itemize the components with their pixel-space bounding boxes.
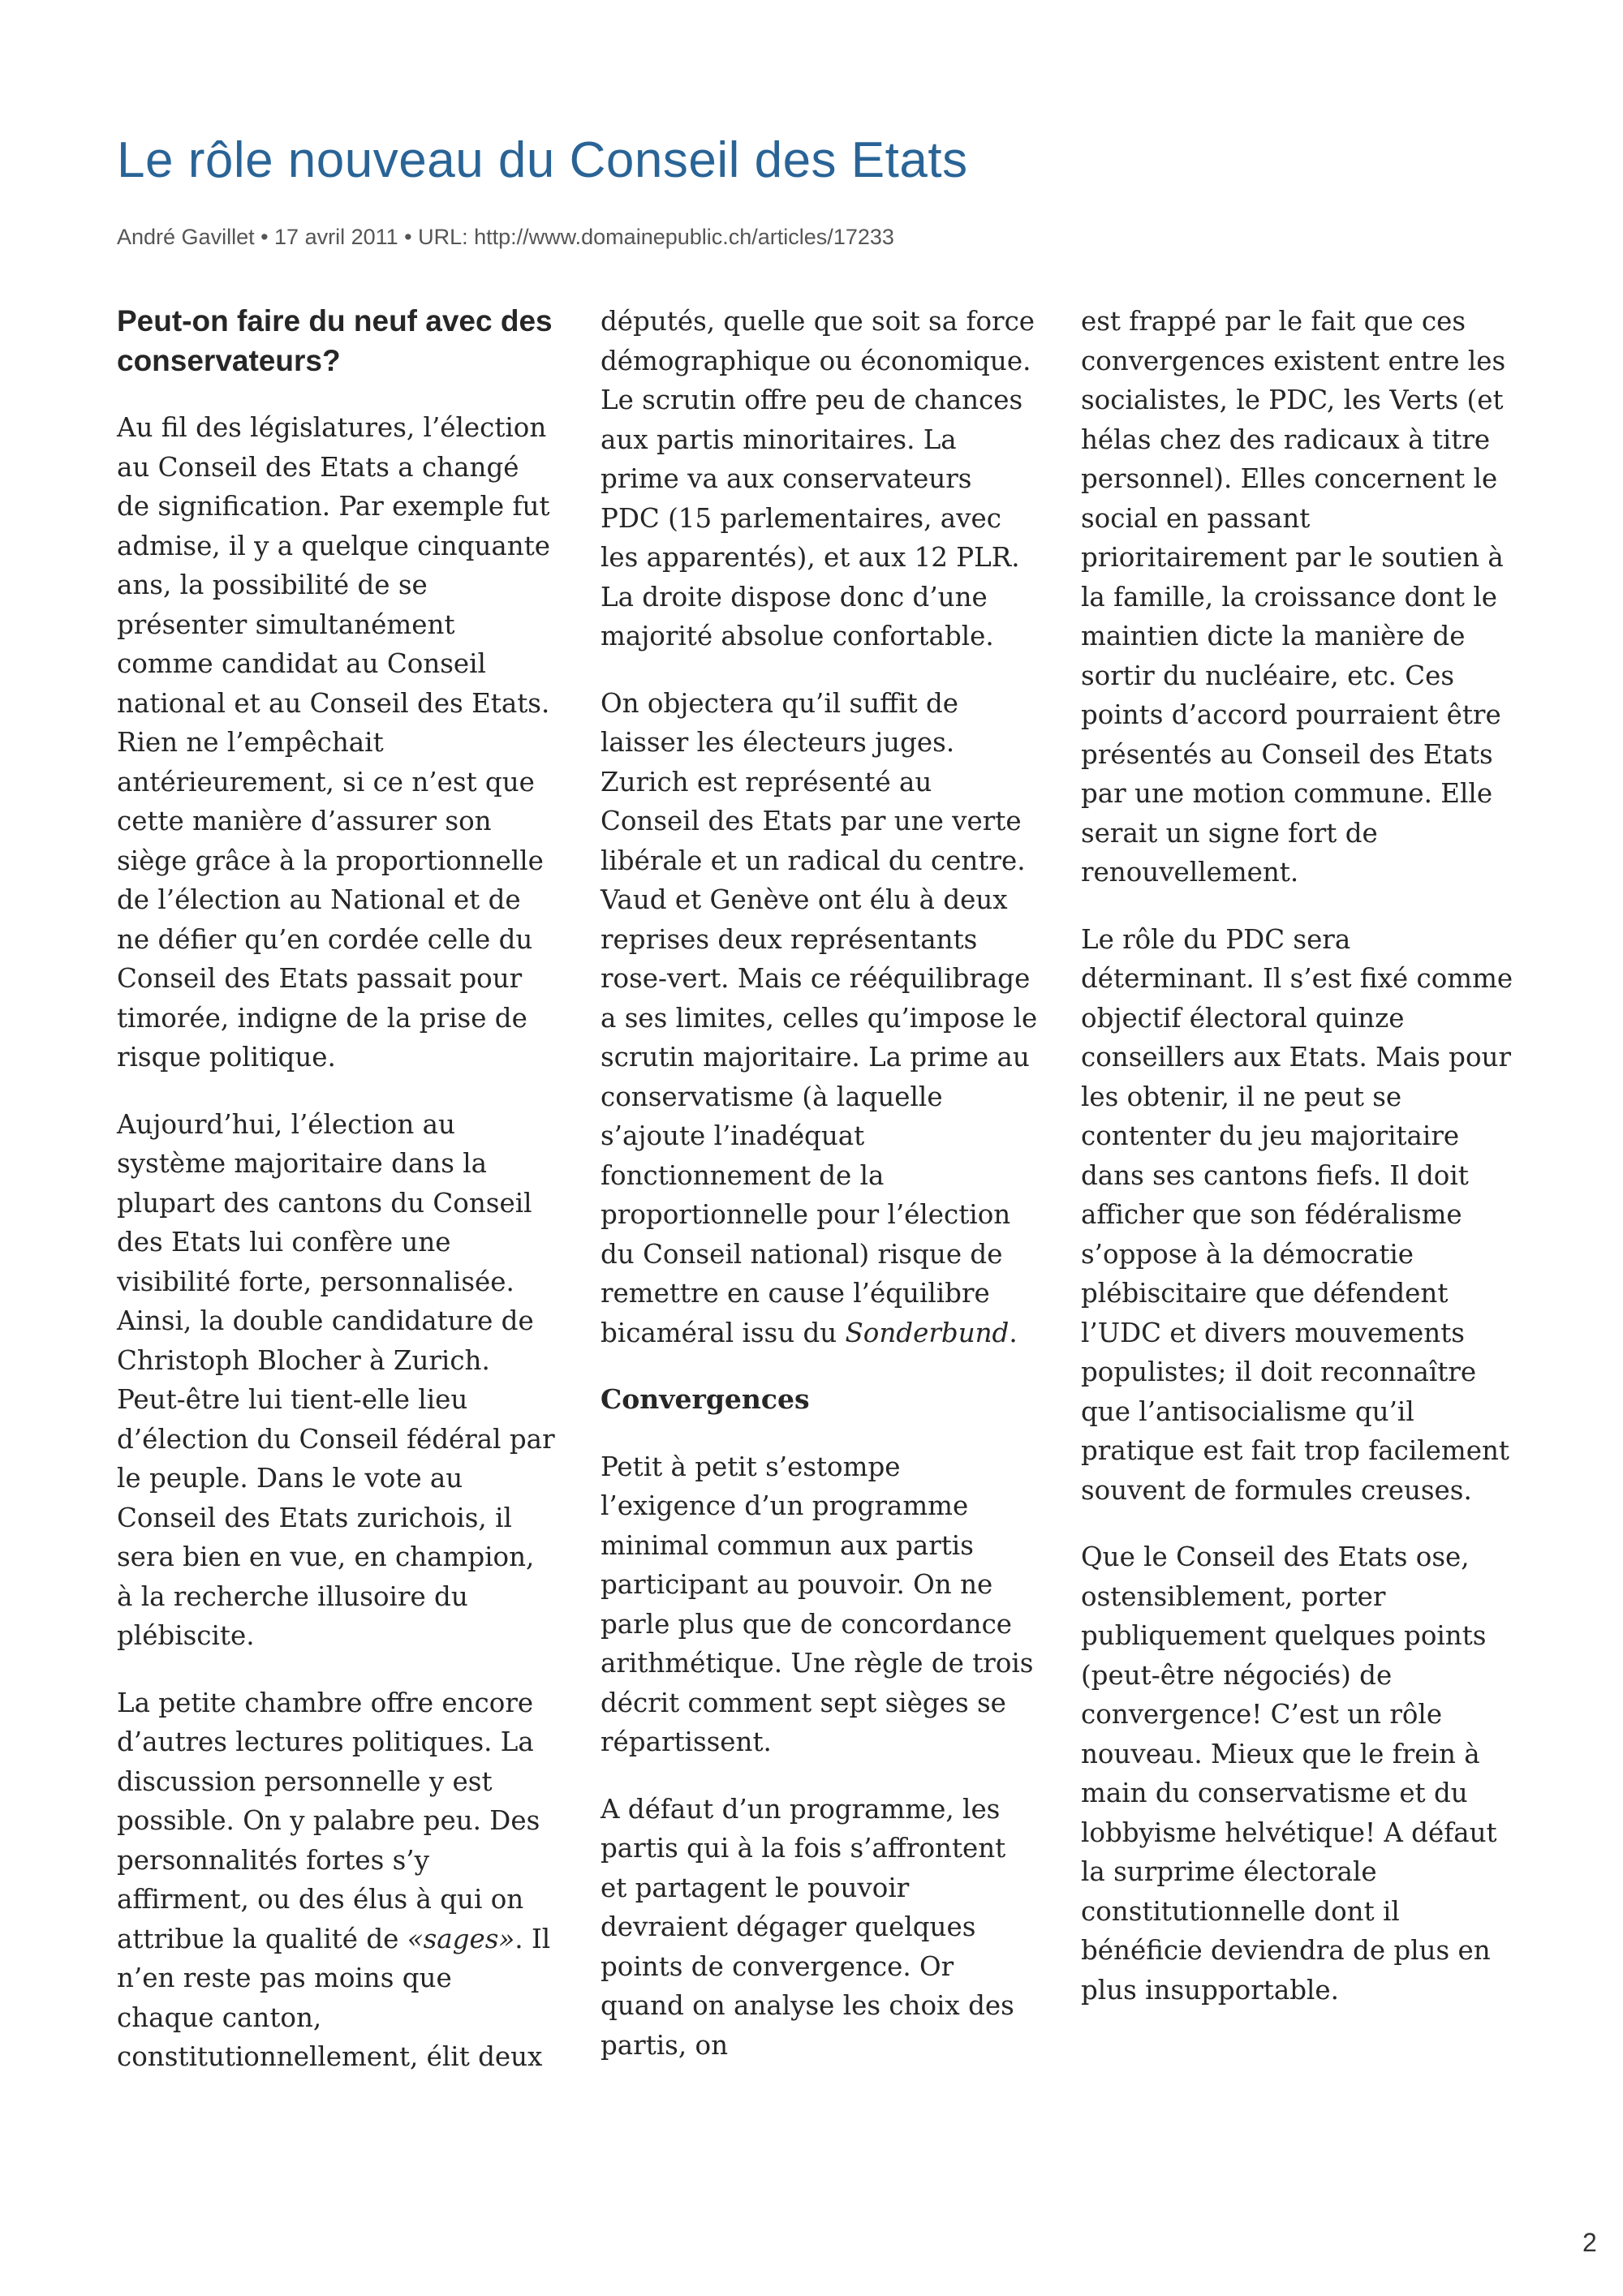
paragraph: Que le Conseil des Etats ose, ostensiblement, porter publiquement quelques points (peut-être négociés) de convergence! C’est un rôle nouveau. Mieux que le frein à main du conservatisme et du lobbyisme helvétique! A défaut la surprime électorale constitutionnelle dont il bénéficie deviendra de plus en plus insupportable. [1081,1541,1497,2006]
text-column-3 [1081,302,1519,2037]
paragraph: Le rôle du PDC sera déterminant. Il s’est fixé comme objectif électoral quinze conseillers aux Etats. Mais pour les obtenir, il ne peut se contenter du jeu majoritaire dans ses cantons fiefs. Il doit afficher que son fédéralisme s’oppose à la démocratie plébiscitaire que défendent l’UDC et divers mouvements populistes; il doit reconnaître que l’antisocialisme qu’il pratique est fait trop facilement souvent de formules creuses. [1081,923,1513,1506]
paragraph: députés, quelle que soit sa force démographique ou économique. Le scrutin offre peu de chances aux partis minoritaires. La prime va aux conservateurs PDC (15 parlementaires, avec les apparentés), et aux 12 PLR. La droite dispose donc d’une majorité absolue confortable. [601,306,1035,651]
section-heading-convergences: Convergences [601,1383,810,1415]
text-column-1 [117,302,555,2105]
paragraph: Aujourd’hui, l’élection au système majoritaire dans la plupart des cantons du Conseil des Etats lui confère une visibilité forte, personnalisée. Ainsi, la double candidature de Christoph Blocher à Zurich. Peut-être lui tient-elle lieu d’élection du Conseil fédéral par le peuple. Dans le vote au Conseil des Etats zurichois, il sera bien en vue, en champion, à la recherche illusoire du plébiscite. [117,1108,555,1651]
emphasis-sages: «sages» [407,1923,515,1954]
paragraph-text: . [1009,1317,1018,1348]
paragraph: Au fil des législatures, l’élection au Conseil des Etats a changé de signification. Par exemple fut admise, il y a quelque cinquante ans, la possibilité de se présenter simultanément comme candidat au Conseil national et au Conseil des Etats. Rien ne l’empêchait antérieurement, si ce n’est que cette manière d’assurer son siège grâce à la proportionnelle de l’élection au National et de ne défier qu’en cordée celle du Conseil des Etats passait pour timorée, indigne de la prise de risque politique. [117,412,551,1073]
paragraph-text: La petite chambre offre encore d’autres lectures politiques. La discussion personnelle y est possible. On y palabre peu. Des personnalités fortes s’y affirment, ou des élus à qui on attribue la qualité de [117,1687,540,1954]
article-title: Le rôle nouveau du Conseil des Etats [117,132,968,188]
paragraph-text: . Il n’en reste pas moins que chaque canton, constitutionnellement, élit deux [117,1923,551,2072]
paragraph: est frappé par le fait que ces convergences existent entre les socialistes, le PDC, les Verts (et hélas chez des radicaux à titre personnel). Elles concernent le social en passant prioritairement par le soutien à la famille, la croissance dont le maintien dicte la manière de sortir du nucléaire, etc. Ces points d’accord pourraient être présentés au Conseil des Etats par une motion commune. Elle serait un signe fort de renouvellement. [1081,306,1506,888]
page-number: 2 [1582,2228,1597,2257]
text-column-2 [601,302,1039,2092]
paragraph: A défaut d’un programme, les partis qui à la fois s’affrontent et partagent le pouvoir devraient dégager quelques points de convergence. Or quand on analyse les choix des partis, on [601,1793,1014,2061]
article-byline: André Gavillet • 17 avril 2011 • URL: http://www.domainepublic.ch/articles/17233 [117,225,894,249]
paragraph [601,684,1039,1353]
emphasis-sonderbund: Sonderbund [845,1317,1010,1348]
article-subtitle: Peut-on faire du neuf avec des conservateurs? [117,304,553,377]
paragraph [117,1683,555,2077]
paragraph: Petit à petit s’estompe l’exigence d’un programme minimal commun aux partis participant au pouvoir. On ne parle plus que de concordance arithmétique. Une règle de trois décrit comment sept sièges se répartissent. [601,1451,1034,1757]
paragraph-text: On objectera qu’il suffit de laisser les électeurs juges. Zurich est représenté au Conseil des Etats par une verte libérale et un radical du centre. Vaud et Genève ont élu à deux reprises deux représentants rose-vert. Mais ce rééquilibrage a ses limites, celles qu’impose le scrutin majoritaire. La prime au conservatisme (à laquelle s’ajoute l’inadéquat fonctionnement de la proportionnelle pour l’élection du Conseil national) risque de remettre en cause l’équilibre bicaméral issu du [601,687,1038,1348]
